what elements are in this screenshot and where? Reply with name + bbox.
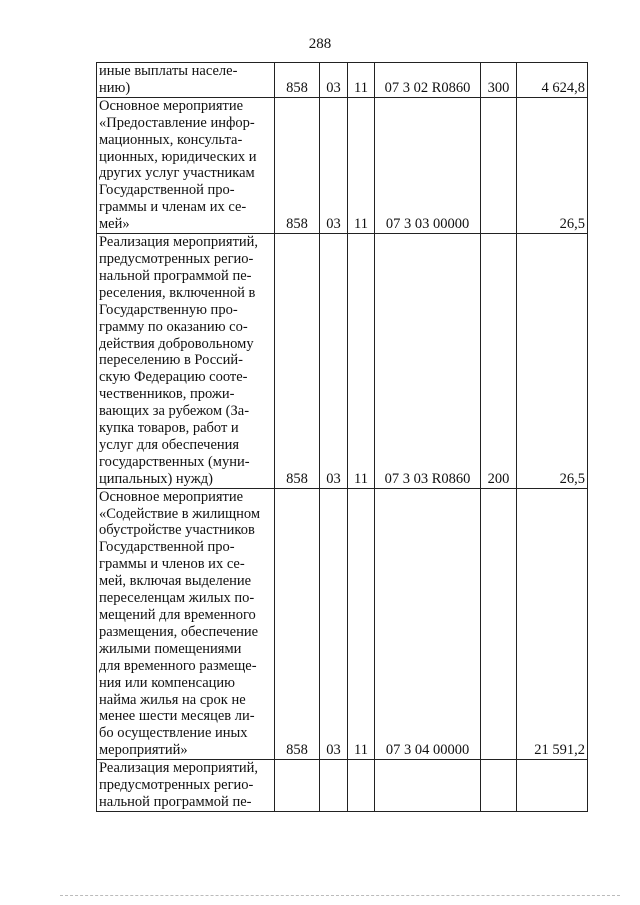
table-row (97, 488, 588, 760)
row-name: Реализация мероприятий, предусмотренных регио- нальной программой пе- (99, 760, 259, 810)
row-name: Основное мероприятие «Предоставление инфор- мационных, консульта- ционных, юридических и других услуг участникам Государственной про- граммы и членам их се- мей» (99, 97, 257, 233)
row-amount: 26,5 (517, 97, 588, 233)
row-name: Реализация мероприятий, предусмотренных регио- нальной программой пе- реселения, включенной в Государственную про- грамму по оказанию со- действия добровольному переселению в Россий- скую Федерацию сооте- чественников, прожи- вающих за рубежом (За- купка товаров, работ и услуг для обеспечения государственных (муни- ципальных) нужд) (99, 234, 259, 487)
row-name-cell (97, 63, 275, 98)
row-amount: 26,5 (517, 234, 588, 489)
row-amount: 4 624,8 (517, 63, 588, 98)
row-admin-code: 858 (275, 488, 320, 760)
row-expense-type-code (481, 760, 517, 812)
row-name: иные выплаты населе- нию) (99, 63, 238, 96)
row-expense-type-code (481, 488, 517, 760)
row-target-item-code: 07 3 03 00000 (375, 97, 481, 233)
row-subsection-code: 11 (348, 234, 375, 489)
row-amount (517, 760, 588, 812)
row-target-item-code (375, 760, 481, 812)
row-section-code (320, 760, 348, 812)
budget-table (96, 62, 588, 812)
table-row (97, 63, 588, 98)
row-name-cell (97, 234, 275, 489)
row-target-item-code: 07 3 04 00000 (375, 488, 481, 760)
scan-edge-line (60, 895, 620, 896)
row-expense-type-code (481, 97, 517, 233)
row-section-code: 03 (320, 234, 348, 489)
row-subsection-code: 11 (348, 488, 375, 760)
row-name-cell (97, 97, 275, 233)
row-subsection-code: 11 (348, 97, 375, 233)
row-expense-type-code: 300 (481, 63, 517, 98)
row-name-cell (97, 488, 275, 760)
row-admin-code (275, 760, 320, 812)
row-name-cell (97, 760, 275, 812)
row-name: Основное мероприятие «Содействие в жилищном обустройстве участников Государственной про- граммы и членов их се- мей, включая выделение переселенцам жилых по- мещений для временного размещения, обеспечение жилыми помещениями для временного размеще- ния или компенсацию найма жилья на срок не менее шести месяцев ли- бо осуществление иных мероприятий» (99, 488, 261, 759)
row-amount: 21 591,2 (517, 488, 588, 760)
row-subsection-code: 11 (348, 63, 375, 98)
row-section-code: 03 (320, 63, 348, 98)
table-row (97, 234, 588, 489)
row-section-code: 03 (320, 488, 348, 760)
row-admin-code: 858 (275, 234, 320, 489)
page-number: 288 (308, 36, 332, 52)
row-target-item-code: 07 3 02 R0860 (375, 63, 481, 98)
row-expense-type-code: 200 (481, 234, 517, 489)
row-section-code: 03 (320, 97, 348, 233)
row-subsection-code (348, 760, 375, 812)
table-row (97, 97, 588, 233)
row-admin-code: 858 (275, 63, 320, 98)
row-target-item-code: 07 3 03 R0860 (375, 234, 481, 489)
table-row (97, 760, 588, 812)
row-admin-code: 858 (275, 97, 320, 233)
